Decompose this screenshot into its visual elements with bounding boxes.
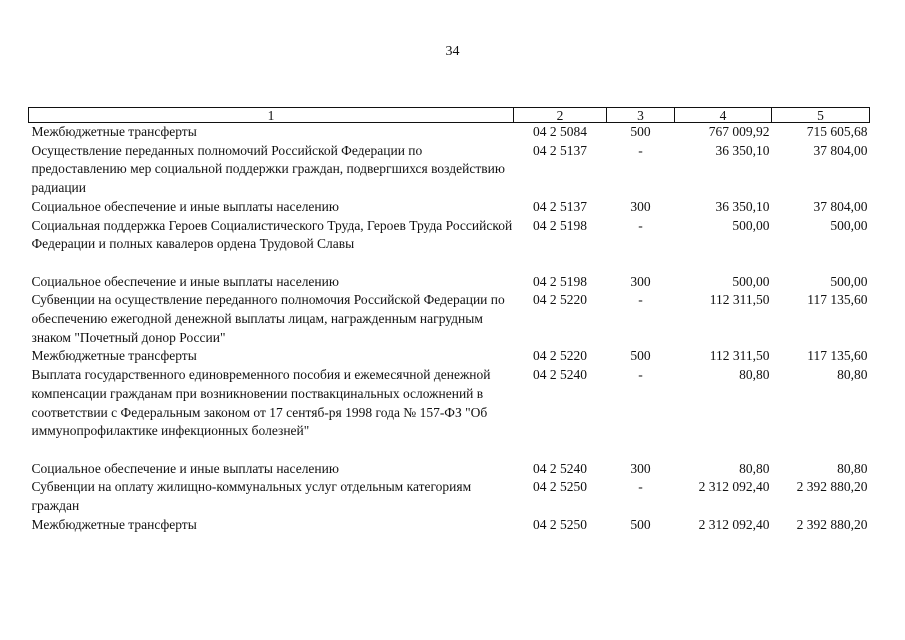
row-name-cell: Выплата государственного единовременного пособия и ежемесячной денежной компенсации гражданам при возникновении поствакцинальных осложнений в соответствии с Федеральным законом от 17 сентяб-ря 1998 года № 157-ФЗ "Об иммунопрофилактике инфекционных болезней": [31, 367, 491, 439]
row-value-2014-cell: 36 350,10: [715, 142, 770, 158]
row-value-2014-cell: 112 311,50: [709, 348, 770, 364]
row-name-cell: Социальная поддержка Героев Социалистического Труда, Героев Труда Российской Федерации и полных кавалеров ордена Трудовой Славы: [31, 217, 513, 252]
row-name-cell: Межбюджетные трансферты: [31, 516, 197, 532]
row-code-cell: 04 2 5240: [533, 460, 587, 476]
header-col-2: 2: [514, 108, 607, 123]
row-code-cell: 04 2 5198: [533, 273, 587, 289]
row-type-cell: 300: [630, 460, 651, 476]
row-name-cell: Субвенции на осуществление переданного полномочия Российской Федерации по обеспечению ежегодной денежной выплаты лицам, награжденным нагрудным знаком "Почетный донор России": [31, 292, 505, 345]
row-name-cell: Социальное обеспечение и иные выплаты населению: [31, 460, 339, 476]
row-value-2014-cell: 80,80: [739, 367, 770, 383]
table-row: [29, 478, 870, 515]
row-code-cell: 04 2 5250: [533, 479, 587, 495]
row-value-2015-cell: 500,00: [830, 217, 868, 233]
row-value-2014-cell: 500,00: [732, 273, 770, 289]
row-name-cell: Осуществление переданных полномочий Российской Федерации по предоставлению мер социальной поддержки граждан, подвергшихся воздействию радиации: [31, 142, 505, 196]
row-value-2014-cell: 80,80: [739, 460, 770, 476]
row-value-2014-cell: 767 009,92: [708, 124, 770, 139]
row-value-2015-cell: 80,80: [837, 367, 868, 383]
table-row: [29, 273, 870, 292]
row-code-cell: 04 2 5220: [533, 348, 587, 364]
table-header: [29, 108, 870, 123]
row-code-cell: 04 2 5220: [533, 292, 587, 308]
row-value-2015-cell: 2 392 880,20: [796, 479, 868, 495]
header-col-3: 3: [607, 108, 675, 123]
row-value-2015-cell: 715 605,68: [806, 124, 868, 139]
table-row: [29, 123, 870, 142]
row-type-cell: 500: [630, 124, 651, 139]
row-value-2015-cell: 37 804,00: [813, 198, 868, 214]
table-row: [29, 460, 870, 479]
row-type-cell: 300: [630, 273, 651, 289]
header-col-1: 1: [29, 108, 514, 123]
row-type-cell: -: [638, 142, 643, 158]
row-value-2015-cell: 500,00: [830, 273, 868, 289]
row-value-2015-cell: 117 135,60: [807, 292, 868, 308]
row-code-cell: 04 2 5084: [533, 124, 587, 139]
budget-table: [28, 107, 870, 534]
header-col-5: 5: [772, 108, 870, 123]
row-name-cell: Межбюджетные трансферты: [31, 348, 197, 364]
table-row: [29, 217, 870, 273]
row-type-cell: 300: [630, 198, 651, 214]
page-number: 34: [445, 44, 460, 59]
row-type-cell: -: [638, 367, 643, 383]
row-value-2014-cell: 36 350,10: [715, 198, 770, 214]
table-row: [29, 142, 870, 198]
row-type-cell: 500: [630, 516, 651, 532]
header-col-4: 4: [675, 108, 772, 123]
table-row: [29, 516, 870, 535]
row-code-cell: 04 2 5240: [533, 367, 587, 383]
row-name-cell: Социальное обеспечение и иные выплаты населению: [31, 198, 339, 214]
table-row: [29, 291, 870, 347]
row-value-2015-cell: 2 392 880,20: [796, 516, 868, 532]
row-value-2014-cell: 500,00: [732, 217, 770, 233]
row-value-2014-cell: 2 312 092,40: [698, 516, 770, 532]
row-code-cell: 04 2 5250: [533, 516, 587, 532]
row-value-2015-cell: 117 135,60: [807, 348, 868, 364]
table-body: [29, 123, 870, 535]
row-type-cell: -: [638, 292, 643, 308]
row-name-cell: Межбюджетные трансферты: [31, 124, 197, 139]
header-row: [29, 108, 870, 123]
row-value-2015-cell: 37 804,00: [813, 142, 868, 158]
row-value-2014-cell: 112 311,50: [709, 292, 770, 308]
row-name-cell: Субвенции на оплату жилищно-коммунальных услуг отдельным категориям граждан: [31, 479, 472, 514]
table-row: [29, 347, 870, 366]
row-type-cell: -: [638, 217, 643, 233]
row-value-2015-cell: 80,80: [837, 460, 868, 476]
table-row: [29, 198, 870, 217]
row-type-cell: -: [638, 479, 643, 495]
row-code-cell: 04 2 5137: [533, 198, 587, 214]
table-row: [29, 366, 870, 460]
row-code-cell: 04 2 5198: [533, 217, 587, 233]
row-value-2014-cell: 2 312 092,40: [698, 479, 770, 495]
row-type-cell: 500: [630, 348, 651, 364]
row-code-cell: 04 2 5137: [533, 142, 587, 158]
row-name-cell: Социальное обеспечение и иные выплаты населению: [31, 273, 339, 289]
